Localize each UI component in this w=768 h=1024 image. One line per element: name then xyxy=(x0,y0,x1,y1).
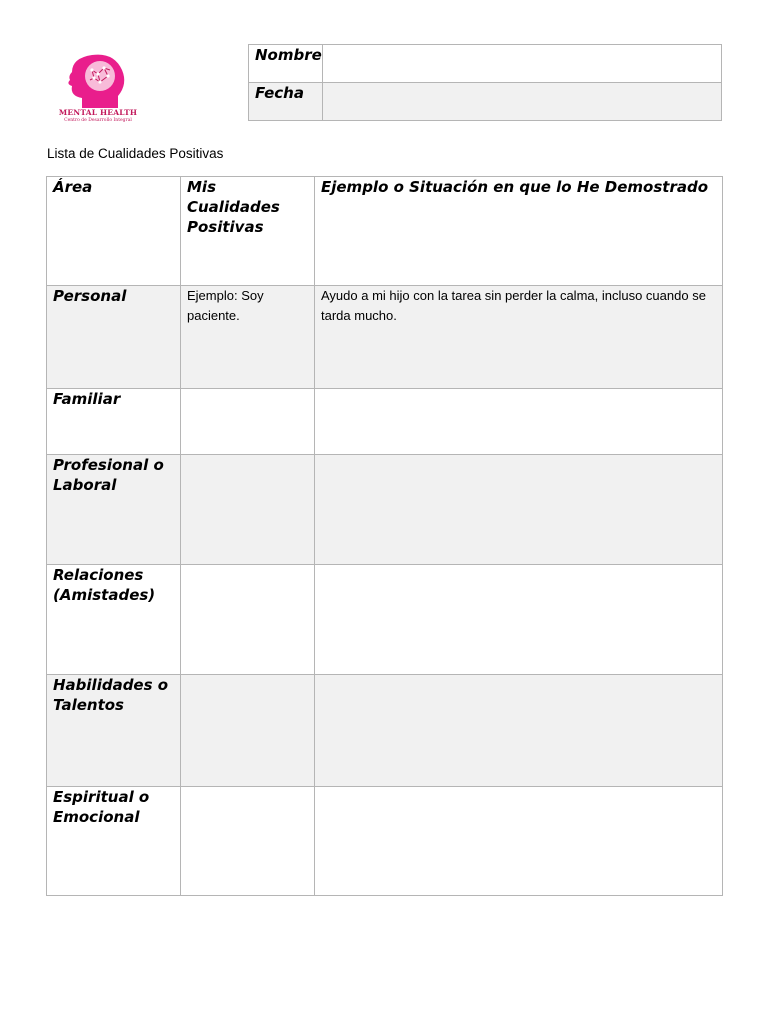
date-field[interactable] xyxy=(323,83,722,121)
table-row xyxy=(47,565,723,675)
row-area: Profesional o Laboral xyxy=(47,455,181,565)
logo xyxy=(52,50,144,128)
row-quality[interactable] xyxy=(181,389,315,455)
list-title: Lista de Cualidades Positivas xyxy=(47,146,224,161)
table-row xyxy=(47,286,723,389)
table-header-row xyxy=(47,177,723,286)
row-example[interactable] xyxy=(315,389,723,455)
name-field[interactable] xyxy=(323,45,722,83)
column-header-example: Ejemplo o Situación en que lo He Demostrado xyxy=(315,177,723,286)
row-quality[interactable]: Ejemplo: Soy paciente. xyxy=(181,286,315,389)
row-area: Espiritual o Emocional xyxy=(47,787,181,896)
row-quality[interactable] xyxy=(181,455,315,565)
head-brain-icon xyxy=(52,50,144,110)
column-header-area: Área xyxy=(47,177,181,286)
table-row xyxy=(47,455,723,565)
header-table xyxy=(248,44,722,121)
qualities-table xyxy=(46,176,723,896)
logo-subtitle: Centro de Desarrollo Integral xyxy=(64,118,132,123)
table-row xyxy=(47,675,723,787)
row-area: Habilidades o Talentos xyxy=(47,675,181,787)
row-area: Personal xyxy=(47,286,181,389)
row-area: Familiar xyxy=(47,389,181,455)
table-row xyxy=(47,787,723,896)
row-example[interactable] xyxy=(315,565,723,675)
row-quality[interactable] xyxy=(181,787,315,896)
name-label: Nombre xyxy=(249,45,323,83)
row-example[interactable] xyxy=(315,455,723,565)
date-label: Fecha xyxy=(249,83,323,121)
row-quality[interactable] xyxy=(181,565,315,675)
row-example[interactable] xyxy=(315,675,723,787)
row-quality[interactable] xyxy=(181,675,315,787)
table-row xyxy=(47,389,723,455)
row-example[interactable]: Ayudo a mi hijo con la tarea sin perder la calma, incluso cuando se tarda mucho. xyxy=(315,286,723,389)
row-example[interactable] xyxy=(315,787,723,896)
row-area: Relaciones (Amistades) xyxy=(47,565,181,675)
column-header-qualities: Mis Cualidades Positivas xyxy=(181,177,315,286)
logo-title: MENTAL HEALTH xyxy=(58,108,138,117)
